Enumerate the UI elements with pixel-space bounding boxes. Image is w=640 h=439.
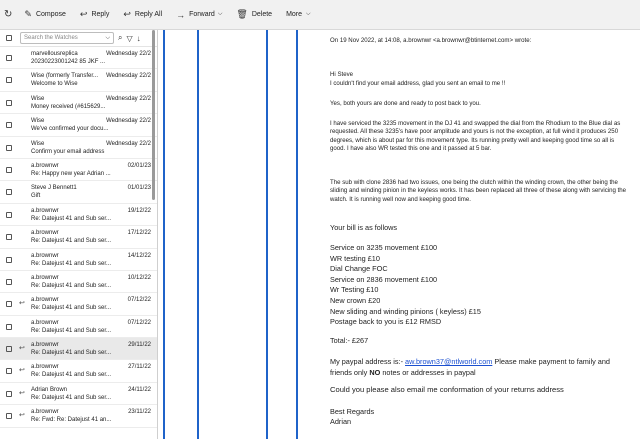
message-row[interactable] [0, 204, 157, 226]
message-date: 24/11/22 [128, 386, 151, 393]
message-sender: Adrian Brown [31, 386, 68, 393]
message-row[interactable] [0, 405, 157, 427]
message-subject: Gift [31, 193, 41, 200]
message-date: 14/12/22 [127, 252, 151, 259]
chevron-down-icon: ⌵ [306, 11, 311, 17]
message-date: Wednesday 22/2 [106, 51, 151, 57]
message-date: 27/11/22 [128, 364, 151, 371]
compose-button[interactable]: ✎ Compose [24, 9, 66, 19]
message-sender: a.brownwr [31, 274, 59, 281]
message-subject: Re: Datejust 41 and Sub ser... [31, 282, 112, 289]
quote-bar [266, 30, 268, 439]
message-subject: Re: Happy new year Adrian ... [31, 170, 111, 177]
message-row[interactable] [0, 69, 157, 91]
message-subject: Welcome to Wise [31, 81, 78, 88]
message-date: 17/12/22 [127, 230, 151, 237]
message-sender: a.brownwr [31, 207, 59, 214]
search-input[interactable]: Search the Watches ⌵ [20, 32, 114, 44]
message-date: 01/01/23 [127, 185, 151, 192]
message-row[interactable] [0, 159, 157, 181]
body-paragraph: The sub with clone 2836 had two issues, one being the clutch within the winding crown, the other being the sliding and winding pinion in the keyless works. It has been replaced all three of these along with servicing the watch. It is running well now and keeping good time. [330, 179, 627, 203]
message-sender: a.brownwr [31, 342, 59, 349]
forward-icon: → [176, 9, 186, 20]
quote-bar [197, 30, 199, 439]
select-all-checkbox[interactable] [6, 35, 12, 41]
delete-button[interactable]: 🗑 Delete [236, 9, 273, 19]
row-checkbox[interactable] [6, 368, 12, 374]
message-subject: Re: Datejust 41 and Sub ser... [31, 372, 112, 379]
message-subject: Re: Datejust 41 and Sub ser... [31, 260, 112, 267]
message-sender: Wise [31, 140, 45, 147]
row-checkbox[interactable] [6, 55, 12, 61]
quote-header: On 19 Nov 2022, at 14:08, a.brownwr <a.brownwr@btinternet.com> wrote: [330, 37, 532, 44]
message-row[interactable] [0, 249, 157, 271]
bill-line: Service on 3235 movement £100 [330, 243, 438, 252]
bill-line: Wr Testing £10 [330, 285, 379, 295]
reply-button[interactable]: ↩ Reply [79, 9, 110, 19]
bill-list [330, 243, 630, 328]
bill-line: WR testing £10 [330, 253, 380, 263]
message-sender: a.brownwr [31, 364, 59, 371]
message-sender: Steve J Bennett1 [31, 185, 77, 192]
message-date: Wednesday 22/2 [106, 140, 151, 147]
message-subject: Re: Datejust 41 and Sub ser... [31, 215, 112, 222]
body-paragraph: I have serviced the 3235 movement in the DJ 41 and swapped the dial from the Rhodium to the Blue dial as requested. All these 3235's have poor amplitude and yours is not the exception, at full wind it produces 250 degrees, which is about par for this movement type. Its running pretty well and keeping good time so all is good. I have also WR tested this one and it passed at 5 bar. [330, 120, 621, 153]
row-checkbox[interactable] [6, 189, 12, 195]
sort-icon[interactable]: ↓ [136, 33, 141, 43]
message-date: 23/11/22 [128, 409, 151, 416]
row-checkbox[interactable] [6, 122, 12, 128]
message-subject: We've confirmed your docu... [31, 126, 109, 133]
bill-line: Service on 2836 movement £100 [330, 274, 438, 284]
message-subject: Re: Datejust 41 and Sub ser... [31, 305, 112, 312]
message-sender: a.brownwr [31, 252, 59, 259]
search-icon[interactable]: ⌕ [118, 33, 123, 42]
message-sender: marvellousreplica [31, 51, 78, 57]
message-date: 02/01/23 [127, 162, 151, 169]
bill-line: New crown £20 [330, 295, 381, 305]
message-row[interactable] [0, 181, 157, 203]
filter-icon[interactable]: ▽ [126, 33, 133, 43]
forward-button[interactable]: → Forward ⌵ [176, 9, 223, 20]
message-date: 07/12/22 [127, 297, 151, 304]
row-checkbox[interactable] [6, 77, 12, 83]
message-row[interactable] [0, 47, 157, 69]
message-row[interactable] [0, 226, 157, 248]
message-list [0, 30, 158, 439]
replied-icon: ↩ [19, 389, 25, 397]
replied-icon: ↩ [19, 300, 25, 308]
row-checkbox[interactable] [6, 324, 12, 330]
message-subject: 20230223001242 85 JKF ... [31, 59, 106, 65]
message-subject: Confirm your email address [31, 148, 105, 155]
message-row[interactable] [0, 360, 157, 382]
row-checkbox[interactable] [6, 212, 12, 218]
reply-all-button[interactable]: ↩ Reply All [123, 9, 163, 19]
chevron-down-icon: ⌵ [217, 11, 223, 17]
quote-bar [296, 30, 298, 439]
message-row[interactable] [0, 114, 157, 136]
row-checkbox[interactable] [6, 100, 12, 106]
message-sender: a.brownwr [31, 162, 59, 169]
message-row[interactable] [0, 383, 157, 405]
quote-bar [163, 30, 165, 439]
body-line: I couldn't find your email address, glad you sent an email to me !! [330, 80, 506, 87]
row-checkbox[interactable] [6, 391, 12, 397]
message-row[interactable] [0, 271, 157, 293]
row-checkbox[interactable] [6, 301, 12, 307]
message-sender: Wise [31, 118, 45, 125]
message-sender: a.brownwr [31, 297, 59, 304]
paypal-email-link[interactable]: aw.brown37@ntlworld.com [405, 357, 493, 366]
list-header [0, 30, 157, 47]
row-checkbox[interactable] [6, 413, 12, 419]
chevron-down-icon[interactable]: ⌵ [105, 34, 110, 41]
row-checkbox[interactable] [6, 167, 12, 173]
reply-icon: ↩ [79, 9, 88, 19]
message-sender: a.brownwr [31, 230, 59, 237]
message-sender: a.brownwr [31, 409, 59, 416]
confirm-request: Could you please also email me conformation of your returns address [330, 385, 564, 394]
message-date: 29/11/22 [128, 342, 151, 349]
bill-line: Postage back to you is £12 RMSD [330, 317, 442, 327]
message-row[interactable] [0, 92, 157, 114]
reply-all-icon: ↩ [123, 9, 131, 19]
compose-icon: ✎ [24, 9, 32, 19]
list-scrollbar[interactable] [152, 30, 155, 200]
message-sender: Wise (formerly Transfer... [31, 73, 99, 80]
bill-line: New sliding and winding pinions ( keyless) £15 [330, 306, 481, 316]
message-date: 19/12/22 [127, 207, 151, 214]
more-button[interactable]: More ⌵ [286, 11, 311, 18]
trash-icon: 🗑 [236, 9, 248, 19]
message-date: 07/12/22 [127, 319, 151, 326]
message-rows [0, 47, 157, 428]
refresh-icon[interactable]: ↻ [4, 9, 13, 20]
message-date: Wednesday 22/2 [106, 73, 151, 80]
message-sender: Wise [31, 95, 45, 102]
replied-icon: ↩ [19, 367, 25, 375]
replied-icon: ↩ [19, 345, 25, 353]
message-subject: Re: Fwd: Re: Datejust 41 an... [31, 417, 112, 424]
message-date: Wednesday 22/2 [106, 118, 151, 125]
row-checkbox[interactable] [6, 279, 12, 285]
row-checkbox[interactable] [6, 346, 12, 352]
body-line: Yes, both yours are done and ready to post back to you. [330, 100, 481, 107]
row-checkbox[interactable] [6, 234, 12, 240]
message-subject: Re: Datejust 41 and Sub ser... [31, 350, 112, 357]
message-sender: a.brownwr [31, 319, 59, 326]
message-date: Wednesday 22/2 [106, 95, 151, 102]
bill-line: Dial Change FOC [330, 264, 388, 274]
message-row[interactable] [0, 137, 157, 159]
message-row[interactable] [0, 316, 157, 338]
greeting: Hi Steve [330, 71, 354, 78]
regards: Best Regards [330, 407, 375, 416]
replied-icon: ↩ [19, 412, 25, 420]
row-checkbox[interactable] [6, 145, 12, 151]
message-date: 10/12/22 [127, 274, 151, 281]
paypal-line: My paypal address is:- aw.brown37@ntlworld.com Please make payment to family and friends only NO notes or addresses in paypal [330, 357, 610, 377]
toolbar [0, 0, 640, 30]
row-checkbox[interactable] [6, 257, 12, 263]
bill-intro: Your bill is as follows [330, 223, 398, 232]
message-subject: Re: Datejust 41 and Sub ser... [31, 394, 112, 401]
signature: Adrian [330, 417, 352, 426]
message-subject: Money received (#615629... [31, 103, 106, 110]
message-subject: Re: Datejust 41 and Sub ser... [31, 238, 112, 245]
message-row[interactable] [0, 338, 157, 360]
total: Total:- £267 [330, 336, 369, 345]
message-row[interactable] [0, 293, 157, 315]
message-subject: Re: Datejust 41 and Sub ser... [31, 327, 112, 334]
